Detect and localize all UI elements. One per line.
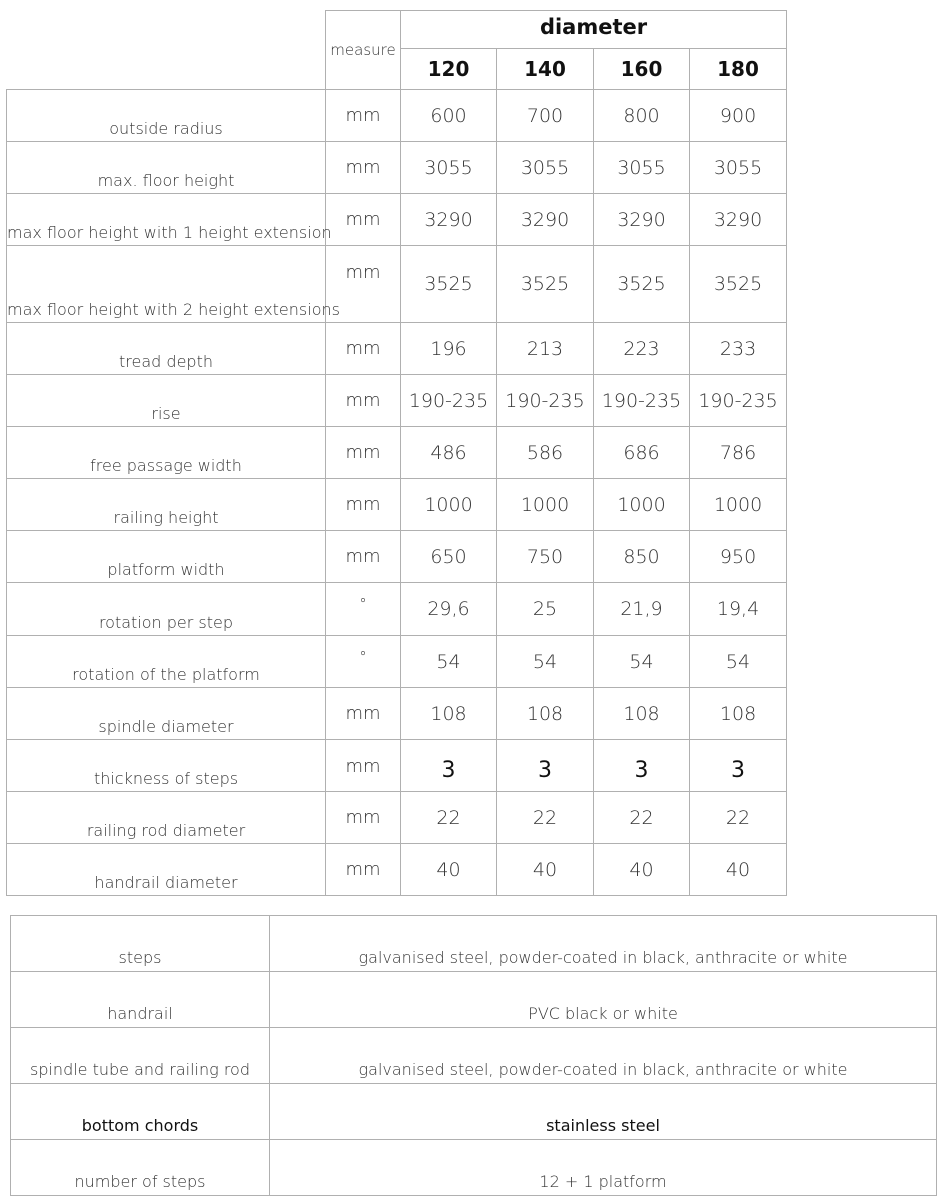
row-label: max floor height with 1 height extension — [7, 194, 326, 246]
material-label: steps — [11, 916, 270, 972]
value-cell: 190-235 — [594, 375, 690, 427]
value-cell: 3525 — [401, 246, 497, 323]
value-cell: 3055 — [497, 142, 594, 194]
spec-row — [7, 844, 787, 896]
spec-row — [7, 323, 787, 375]
row-label: rotation per step — [7, 583, 326, 636]
value-cell: 3055 — [690, 142, 787, 194]
value-cell: 40 — [401, 844, 497, 896]
value-cell: 950 — [690, 531, 787, 583]
unit-cell: mm — [326, 142, 401, 194]
unit-cell: mm — [326, 194, 401, 246]
size-header: 120 — [401, 49, 497, 90]
spec-table — [6, 10, 787, 896]
value-cell: 486 — [401, 427, 497, 479]
value-cell: 233 — [690, 323, 787, 375]
row-label: max. floor height — [7, 142, 326, 194]
value-cell: 650 — [401, 531, 497, 583]
materials-table — [10, 915, 937, 1196]
material-label: handrail — [11, 972, 270, 1028]
spec-row — [7, 246, 787, 323]
value-cell: 786 — [690, 427, 787, 479]
row-label: rise — [7, 375, 326, 427]
value-cell: 190-235 — [497, 375, 594, 427]
unit-cell: mm — [326, 427, 401, 479]
spec-table-body — [7, 11, 787, 896]
value-cell: 586 — [497, 427, 594, 479]
material-label: number of steps — [11, 1140, 270, 1196]
value-cell: 3 — [401, 740, 497, 792]
material-value: stainless steel — [270, 1084, 937, 1140]
unit-cell: mm — [326, 375, 401, 427]
spec-row — [7, 90, 787, 142]
row-label: railing rod diameter — [7, 792, 326, 844]
value-cell: 54 — [690, 636, 787, 688]
value-cell: 3055 — [401, 142, 497, 194]
spec-row — [7, 375, 787, 427]
unit-cell: ° — [326, 583, 401, 636]
value-cell: 3290 — [690, 194, 787, 246]
value-cell: 3055 — [594, 142, 690, 194]
value-cell: 700 — [497, 90, 594, 142]
value-cell: 108 — [594, 688, 690, 740]
row-label: thickness of steps — [7, 740, 326, 792]
spec-row — [7, 583, 787, 636]
header-row-diameter — [7, 11, 787, 49]
size-header: 180 — [690, 49, 787, 90]
material-value: galvanised steel, powder-coated in black, anthracite or white — [270, 916, 937, 972]
value-cell: 25 — [497, 583, 594, 636]
unit-cell: mm — [326, 740, 401, 792]
value-cell: 686 — [594, 427, 690, 479]
spec-row — [7, 688, 787, 740]
value-cell: 850 — [594, 531, 690, 583]
row-label: handrail diameter — [7, 844, 326, 896]
value-cell: 22 — [594, 792, 690, 844]
value-cell: 21,9 — [594, 583, 690, 636]
unit-cell: mm — [326, 844, 401, 896]
value-cell: 3 — [690, 740, 787, 792]
spec-row — [7, 194, 787, 246]
value-cell: 190-235 — [401, 375, 497, 427]
value-cell: 3 — [594, 740, 690, 792]
unit-cell: mm — [326, 531, 401, 583]
row-label: tread depth — [7, 323, 326, 375]
value-cell: 108 — [401, 688, 497, 740]
value-cell: 900 — [690, 90, 787, 142]
value-cell: 1000 — [594, 479, 690, 531]
unit-cell: mm — [326, 90, 401, 142]
material-value: PVC black or white — [270, 972, 937, 1028]
row-label: rotation of the platform — [7, 636, 326, 688]
unit-cell: mm — [326, 792, 401, 844]
value-cell: 108 — [690, 688, 787, 740]
value-cell: 22 — [497, 792, 594, 844]
value-cell: 213 — [497, 323, 594, 375]
unit-cell: mm — [326, 688, 401, 740]
value-cell: 800 — [594, 90, 690, 142]
materials-table-body — [11, 916, 937, 1196]
value-cell: 223 — [594, 323, 690, 375]
value-cell: 29,6 — [401, 583, 497, 636]
unit-cell: mm — [326, 323, 401, 375]
unit-cell: mm — [326, 479, 401, 531]
value-cell: 3290 — [594, 194, 690, 246]
value-cell: 19,4 — [690, 583, 787, 636]
value-cell: 22 — [690, 792, 787, 844]
size-header: 140 — [497, 49, 594, 90]
value-cell: 108 — [497, 688, 594, 740]
spec-row — [7, 142, 787, 194]
unit-cell: ° — [326, 636, 401, 688]
value-cell: 40 — [497, 844, 594, 896]
material-row — [11, 1140, 937, 1196]
value-cell: 54 — [594, 636, 690, 688]
spec-row — [7, 531, 787, 583]
value-cell: 3290 — [401, 194, 497, 246]
material-row — [11, 1028, 937, 1084]
value-cell: 40 — [594, 844, 690, 896]
row-label: outside radius — [7, 90, 326, 142]
measure-header: measure — [326, 11, 401, 90]
value-cell: 54 — [497, 636, 594, 688]
spec-row — [7, 740, 787, 792]
material-row — [11, 916, 937, 972]
spec-row — [7, 479, 787, 531]
value-cell: 3525 — [690, 246, 787, 323]
row-label: free passage width — [7, 427, 326, 479]
row-label: railing height — [7, 479, 326, 531]
material-row — [11, 972, 937, 1028]
diameter-header: diameter — [401, 11, 787, 49]
value-cell: 22 — [401, 792, 497, 844]
value-cell: 1000 — [497, 479, 594, 531]
value-cell: 3 — [497, 740, 594, 792]
value-cell: 190-235 — [690, 375, 787, 427]
material-value: 12 + 1 platform — [270, 1140, 937, 1196]
row-label: platform width — [7, 531, 326, 583]
material-row — [11, 1084, 937, 1140]
value-cell: 750 — [497, 531, 594, 583]
material-value: galvanised steel, powder-coated in black, anthracite or white — [270, 1028, 937, 1084]
value-cell: 3525 — [594, 246, 690, 323]
unit-cell: mm — [326, 246, 401, 323]
size-header: 160 — [594, 49, 690, 90]
spec-row — [7, 636, 787, 688]
value-cell: 600 — [401, 90, 497, 142]
spec-row — [7, 427, 787, 479]
value-cell: 3525 — [497, 246, 594, 323]
material-label: bottom chords — [11, 1084, 270, 1140]
value-cell: 54 — [401, 636, 497, 688]
material-label: spindle tube and railing rod — [11, 1028, 270, 1084]
value-cell: 3290 — [497, 194, 594, 246]
value-cell: 1000 — [401, 479, 497, 531]
row-label: spindle diameter — [7, 688, 326, 740]
row-label: max floor height with 2 height extensions — [7, 246, 326, 323]
header-empty-corner — [7, 11, 326, 90]
value-cell: 1000 — [690, 479, 787, 531]
spec-row — [7, 792, 787, 844]
value-cell: 40 — [690, 844, 787, 896]
value-cell: 196 — [401, 323, 497, 375]
